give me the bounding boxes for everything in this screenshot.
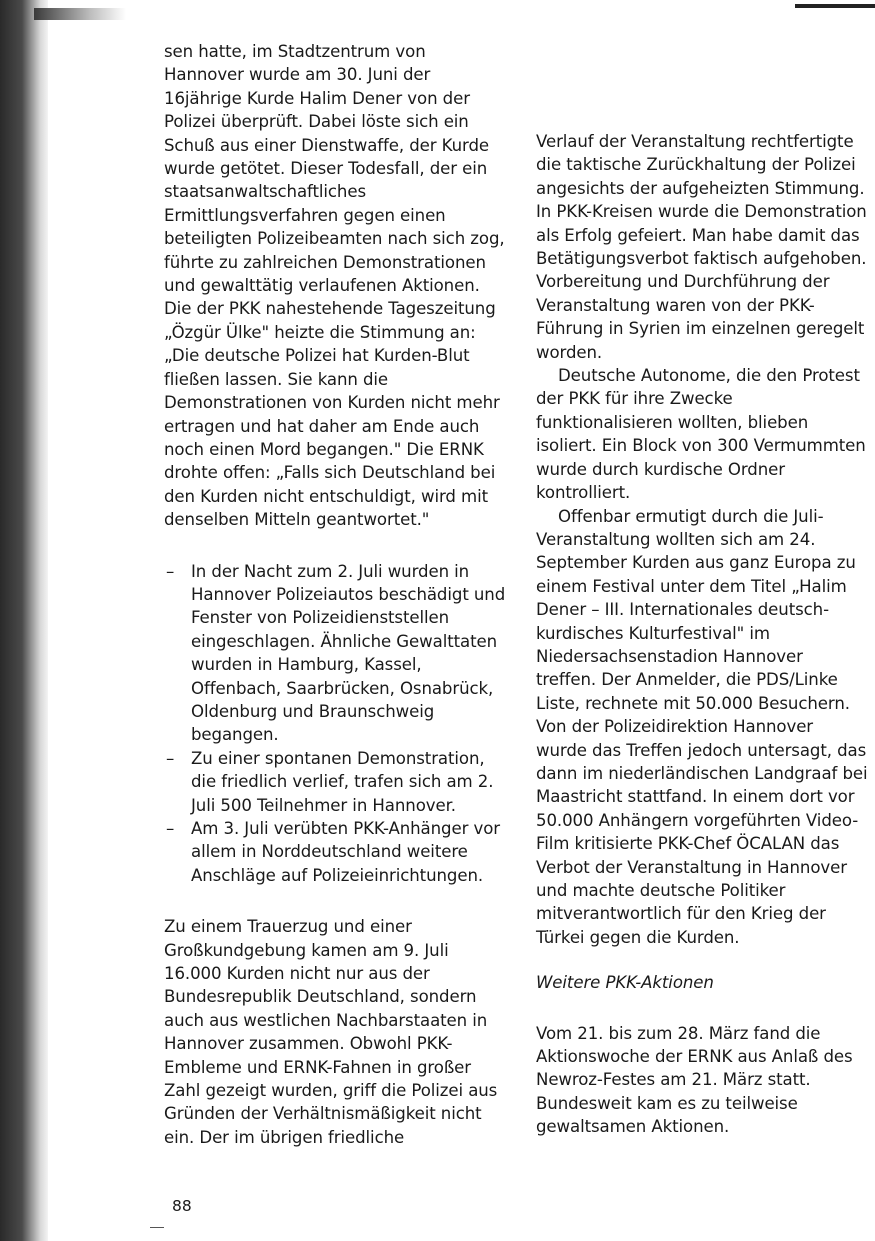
list-item: – In der Nacht zum 2. Juli wurden in Hannover Polizeiautos beschädigt und Fenster von Polizeidienststellen eingeschlagen. Ähnliche Gewalttaten wurden in Hamburg, Kassel, Offenbach, Saarbrücken, Osnabrück, Oldenburg und Braunschweig begangen. — [164, 560, 509, 747]
section-heading: Weitere PKK-Aktionen — [536, 973, 714, 993]
footer-mark — [150, 1227, 164, 1228]
autonome-paragraph: Deutsche Autonome, die den Protest der PKK für ihre Zwecke funktionalisieren wollten, blieben isoliert. Ein Block von 300 Vermummten wurde durch kurdische Ordner kontrolliert. — [536, 366, 866, 503]
list-item: – Am 3. Juli verübten PKK-Anhänger vor allem in Norddeutschland weitere Anschläge auf Polizeieinrichtungen. — [164, 817, 509, 887]
binding-edge-mark — [34, 8, 126, 20]
closing-paragraph: Zu einem Trauerzug und einer Großkundgebung kamen am 9. Juli 16.000 Kurden nicht nur aus der Bundesrepublik Deutschland, sondern auch aus westlichen Nachbarstaaten in Hannover zusammen. Obwohl PKK-Embleme und ERNK-Fahnen in großer Zahl gezeigt wurden, griff die Polizei aus Gründen der Verhältnismäßigkeit nicht ein. Der im übrigen friedliche — [164, 917, 498, 1147]
event-list — [164, 560, 509, 888]
intro-paragraph: sen hatte, im Stadtzentrum von Hannover wurde am 30. Juni der 16jährige Kurde Halim Dener von der Polizei überprüft. Dabei löste sich ein Schuß aus einer Dienstwaffe, der Kurde wurde getötet. Dieser Todesfall, der ein staatsanwaltschaftliches Ermittlungsverfahren gegen einen beteiligten Polizeibeamten nach sich zog, führte zu zahlreichen Demonstrationen und gewalttätig verlaufenen Aktionen. Die der PKK nahestehende Tageszeitung „Özgür Ülke" heizte die Stimmung an: „Die deutsche Polizei hat Kurden-Blut fließen lassen. Sie kann die Demonstrationen von Kurden nicht mehr ertragen und hat daher am Ende auch noch einen Mord begangen." Die ERNK drohte offen: „Falls sich Deutschland bei den Kurden nicht entschuldigt, wird mit denselben Mitteln geantwortet." — [164, 42, 505, 530]
newroz-paragraph: Vom 21. bis zum 28. März fand die Aktionswoche der ERNK aus Anlaß des Newroz-Festes am 21. März statt. Bundesweit kam es zu teilweise gewaltsamen Aktionen. — [536, 1023, 853, 1137]
page-number: 88 — [172, 1197, 192, 1215]
list-item: – Zu einer spontanen Demonstration, die friedlich verlief, trafen sich am 2. Juli 500 Teilnehmer in Hannover. — [164, 747, 509, 817]
right-column — [536, 130, 868, 1139]
top-edge-rule — [795, 4, 875, 8]
book-binding-shadow — [0, 0, 48, 1241]
left-column — [164, 40, 509, 1149]
festival-paragraph: Offenbar ermutigt durch die Juli-Veranstaltung wollten sich am 24. September Kurden aus ganz Europa zu einem Festival unter dem Titel „Halim Dener – III. Internationales deutsch-kurdisches Kulturfestival" im Niedersachsenstadion Hannover treffen. Der Anmelder, die PDS/Linke Liste, rechnete mit 50.000 Besuchern. Von der Polizeidirektion Hannover wurde das Treffen jedoch untersagt, das dann im niederländischen Landgraaf bei Maastricht stattfand. In einem dort vor 50.000 Anhängern vorgeführten Video-Film kritisierte PKK-Chef ÖCALAN das Verbot der Veranstaltung in Hannover und machte deutsche Politiker mitverantwortlich für den Krieg der Türkei gegen die Kurden. — [536, 506, 868, 947]
continuation-paragraph: Verlauf der Veranstaltung rechtfertigte die taktische Zurückhaltung der Polizei angesichts der aufgeheizten Stimmung. In PKK-Kreisen wurde die Demonstration als Erfolg gefeiert. Man habe damit das Betätigungsverbot faktisch aufgehoben. Vorbereitung und Durchführung der Veranstaltung waren von der PKK-Führung in Syrien im einzelnen geregelt worden. — [536, 132, 867, 362]
